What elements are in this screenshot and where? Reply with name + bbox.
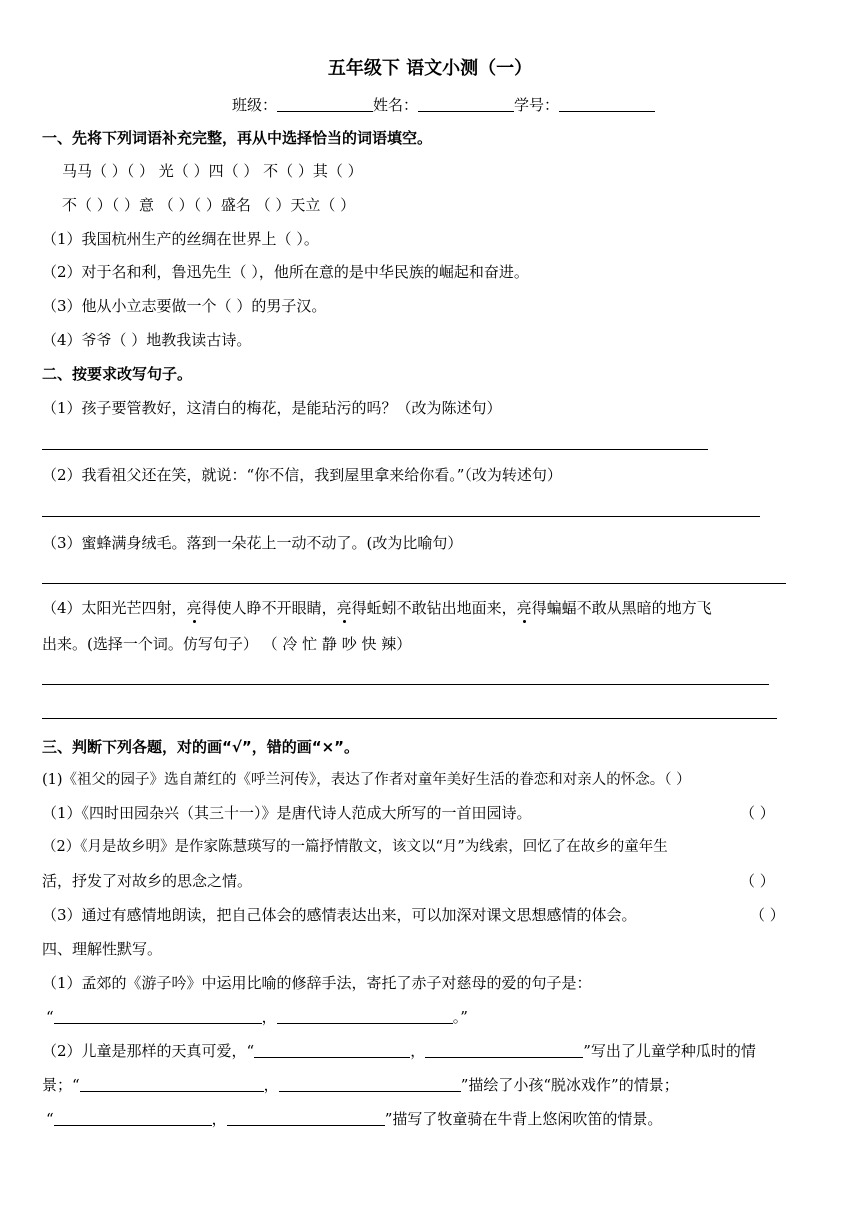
s3-question-1: (1)《祖父的园子》选自萧红的《呼兰河传》，表达了作者对童年美好生活的眷恋和对亲人的怀念。（ ） — [42, 772, 691, 788]
emphasis-char: 亮 — [186, 599, 202, 617]
fill-blank[interactable] — [54, 1110, 212, 1126]
s1-question-3: （3）他从小立志要做一个（ ）的男子汉。 — [42, 297, 327, 315]
s3-question-3-line2: 活，抒发了对故乡的思念之情。 — [42, 872, 253, 890]
s4-question-2-line3 — [46, 1109, 662, 1129]
q2-text-c: 景；“ — [42, 1076, 80, 1094]
class-blank[interactable] — [277, 96, 373, 112]
s2-question-1: （1）孩子要管教好，这清白的梅花，是能玷污的吗？（改为陈述句） — [42, 399, 502, 417]
comma: ， — [211, 1110, 227, 1128]
s3-question-2: （1）《四时田园杂兴（其三十一）》是唐代诗人范成大所写的一首田园诗。 — [42, 804, 532, 822]
answer-line[interactable] — [42, 516, 760, 517]
name-blank[interactable] — [418, 96, 514, 112]
s2-question-3: （3）蜜蜂满身绒毛。落到一朵花上一动不动了。(改为比喻句） — [42, 534, 463, 552]
section-1-heading: 一、先将下列词语补充完整，再从中选择恰当的词语填空。 — [42, 129, 433, 147]
s4-question-1: （1）孟郊的《游子吟》中运用比喻的修辞手法，寄托了赤子对慈母的爱的句子是： — [42, 974, 592, 992]
q4-text-b: 得使人睁不开眼睛， — [201, 599, 337, 617]
open-quote: “ — [46, 1110, 54, 1128]
fill-blank[interactable] — [54, 1008, 262, 1024]
s3-q2-answer-parens[interactable]: （ ） — [740, 804, 775, 822]
answer-line[interactable] — [42, 718, 777, 719]
s2-question-4-line2: 出来。(选择一个词。仿写句子） （ 冷 忙 静 吵 快 辣） — [42, 635, 412, 653]
answer-line[interactable] — [42, 684, 769, 685]
idiom-row-1: 马马（ ）（ ） 光（ ）四（ ） 不（ ）其（ ） — [62, 162, 363, 180]
fill-blank[interactable] — [227, 1110, 385, 1126]
fill-blank[interactable] — [277, 1008, 453, 1024]
id-blank[interactable] — [559, 96, 655, 112]
fill-blank[interactable] — [279, 1076, 461, 1092]
section-2-heading: 二、按要求改写句子。 — [42, 365, 193, 383]
s4-question-2-line2 — [42, 1075, 679, 1095]
s1-question-2: （2）对于名和利，鲁迅先生（ ），他所在意的是中华民族的崛起和奋进。 — [42, 263, 529, 281]
close-quote: 。” — [452, 1008, 468, 1026]
page-title: 五年级下 语文小测（一） — [327, 58, 533, 79]
q2-text-d: ”描绘了小孩“脱冰戏作”的情景； — [460, 1076, 679, 1094]
fill-blank[interactable] — [80, 1076, 264, 1092]
s3-q4-answer-parens[interactable]: （ ） — [750, 906, 785, 924]
answer-line[interactable] — [42, 449, 708, 450]
section-3-heading: 三、判断下列各题，对的画“√”，错的画“×”。 — [42, 738, 360, 756]
q2-text-f: ”描写了牧童骑在牛背上悠闲吹笛的情景。 — [384, 1110, 663, 1128]
id-label: 学号： — [514, 96, 560, 114]
s4-question-2 — [42, 1041, 756, 1061]
s3-question-3: （2）《月是故乡明》是作家陈慧瑛写的一篇抒情散文，该文以“月”为线索，回忆了在故乡的童年生 — [42, 839, 668, 855]
s1-question-4: （4）爷爷（ ）地教我读古诗。 — [42, 331, 252, 349]
s4-question-1-answer — [46, 1007, 468, 1027]
section-4-heading: 四、理解性默写。 — [42, 940, 163, 958]
q2-text-b: ”写出了儿童学种瓜时的情 — [583, 1042, 756, 1060]
emphasis-char: 亮 — [336, 599, 352, 617]
s3-q3-answer-parens[interactable]: （ ） — [740, 872, 775, 890]
comma: ， — [261, 1008, 277, 1026]
fill-blank[interactable] — [425, 1042, 583, 1058]
s3-question-4: （3）通过有感情地朗读，把自己体会的感情表达出来，可以加深对课文思想感情的体会。 — [42, 906, 637, 924]
comma: ， — [263, 1076, 279, 1094]
s1-question-1: （1）我国杭州生产的丝绸在世界上（ ）。 — [42, 230, 319, 248]
class-label: 班级： — [232, 96, 278, 114]
idiom-row-2: 不（ ）（ ）意 （ ）（ ）盛名 （ ）天立（ ） — [62, 196, 356, 214]
emphasis-char: 亮 — [516, 599, 532, 617]
q2-text-a: （2）儿童是那样的天真可爱，“ — [42, 1042, 255, 1060]
fill-blank[interactable] — [254, 1042, 410, 1058]
s2-question-2: （2）我看祖父还在笑，就说：“你不信，我到屋里拿来给你看。”（改为转述句） — [42, 466, 562, 484]
s2-question-4 — [42, 598, 712, 618]
comma: ， — [410, 1042, 426, 1060]
answer-line[interactable] — [42, 583, 786, 584]
q4-text-a: （4）太阳光芒四射， — [42, 599, 187, 617]
open-quote: “ — [46, 1008, 54, 1026]
q4-text-d: 得蝙蝠不敢从黑暗的地方飞 — [531, 599, 712, 617]
name-label: 姓名： — [373, 96, 419, 114]
student-info-row — [232, 94, 655, 115]
q4-text-c: 得蚯蚓不敢钻出地面来， — [351, 599, 517, 617]
